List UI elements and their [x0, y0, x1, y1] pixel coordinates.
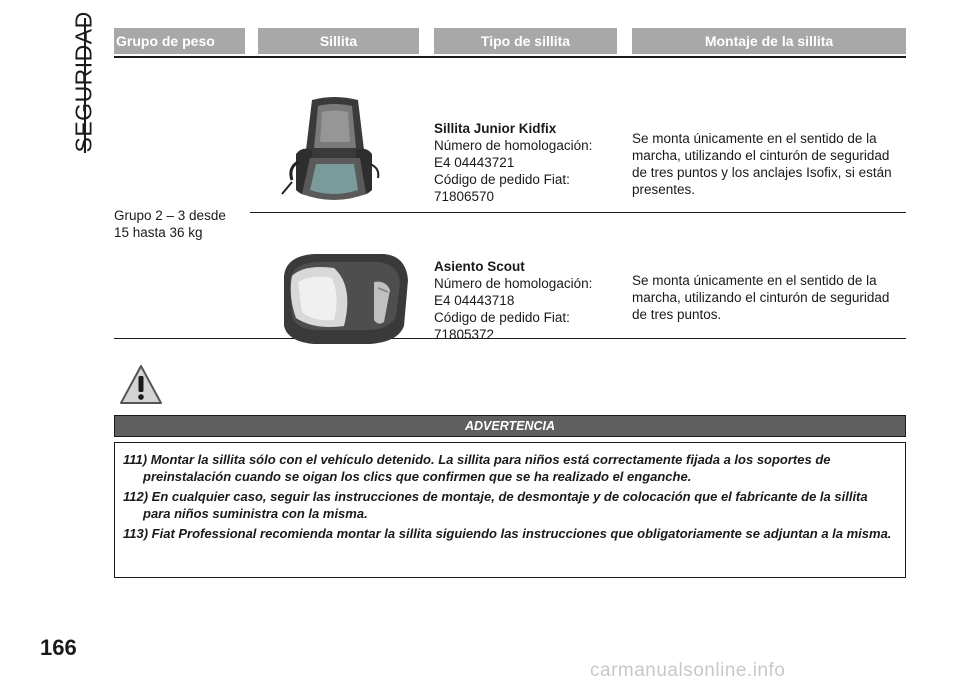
- seat-type-scout: [434, 258, 624, 343]
- watermark: carmanualsonline.info: [590, 660, 786, 681]
- order-code-label: Código de pedido Fiat:: [434, 310, 570, 325]
- row-divider: [250, 212, 906, 213]
- homologation-label: Número de homologación:: [434, 138, 593, 153]
- order-code-label: Código de pedido Fiat:: [434, 172, 570, 187]
- weight-group-line1: Grupo 2 – 3 desde: [114, 208, 226, 223]
- warning-item: 112) En cualquier caso, seguir las instrucciones de montaje, de desmontaje y de colocación que el fabricante de la sillita para niños suministra con la misma.: [123, 489, 868, 521]
- order-code: 71805372: [434, 327, 495, 342]
- warning-triangle-icon: [118, 363, 164, 407]
- header-seat-type: Tipo de sillita: [434, 28, 617, 54]
- order-code: 71806570: [434, 189, 495, 204]
- seat-name: Asiento Scout: [434, 259, 525, 274]
- homologation-number: E4 04443721: [434, 155, 515, 170]
- seat-name: Sillita Junior Kidfix: [434, 121, 557, 136]
- section-tab: [62, 11, 97, 153]
- header-seat-mounting: Montaje de la sillita: [632, 28, 906, 54]
- seat-type-kidfix: [434, 120, 624, 205]
- header-seat: Sillita: [258, 28, 419, 54]
- header-weight-group: Grupo de peso: [114, 28, 245, 54]
- page-number: 166: [40, 635, 77, 660]
- mounting-kidfix: Se monta únicamente en el sentido de la marcha, utilizando el cinturón de seguridad de tres puntos y los anclajes Isofix, si están presentes.: [632, 131, 892, 197]
- table-body: [114, 58, 906, 342]
- mounting-scout: Se monta únicamente en el sentido de la marcha, utilizando el cinturón de seguridad de tres puntos.: [632, 273, 890, 322]
- booster-seat-kidfix-image: [274, 94, 394, 214]
- warning-item: 111) Montar la sillita sólo con el vehículo detenido. La sillita para niños está correctamente fijada a los soportes de preinstalación cuando se oigan los clics que confirmen que se ha realizado el enganche.: [123, 452, 831, 484]
- weight-group-line2: 15 hasta 36 kg: [114, 225, 203, 240]
- warning-title: ADVERTENCIA: [114, 415, 906, 437]
- warning-box: [114, 442, 906, 578]
- homologation-label: Número de homologación:: [434, 276, 593, 291]
- warning-item: 113) Fiat Professional recomienda montar la sillita siguiendo las instrucciones que obligatoriamente se adjuntan a la misma.: [123, 526, 892, 541]
- table-header: [114, 28, 906, 58]
- booster-cushion-scout-image: [274, 246, 414, 348]
- weight-group-cell: [114, 207, 244, 241]
- homologation-number: E4 04443718: [434, 293, 515, 308]
- section-tab-label: SEGURIDAD: [70, 11, 97, 153]
- child-seat-table: [114, 28, 906, 342]
